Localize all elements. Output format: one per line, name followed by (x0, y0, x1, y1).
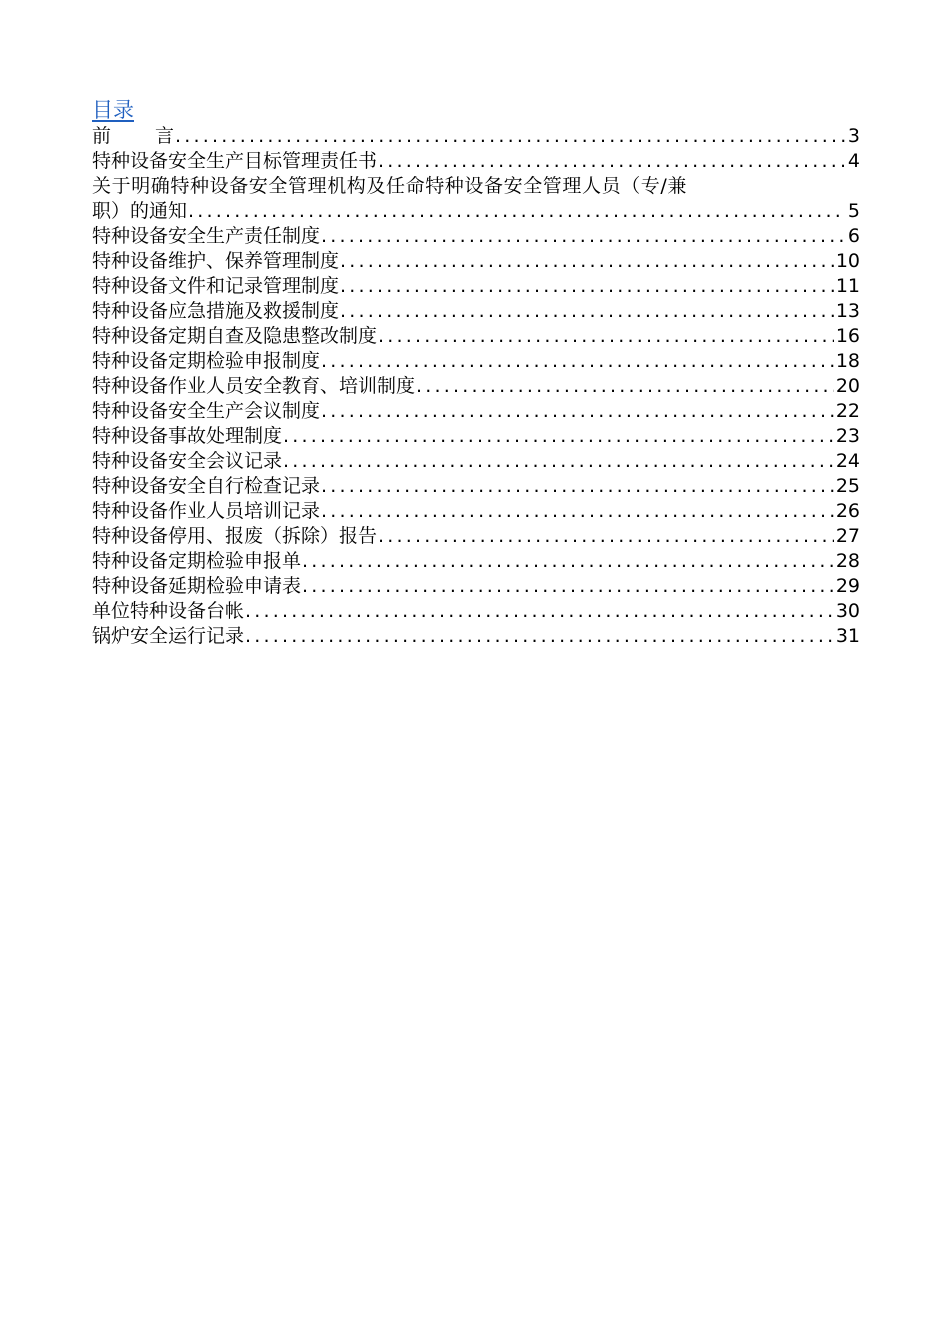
toc-leader-dots (302, 549, 834, 574)
toc-entry-label: 前 言 (92, 125, 175, 147)
toc-entry-label: 特种设备应急措施及救援制度 (92, 300, 340, 322)
toc-entry[interactable] (92, 624, 860, 649)
toc-leader-dots (321, 499, 834, 524)
toc-page-number: 22 (835, 400, 860, 422)
toc-page-number: 24 (835, 450, 860, 472)
toc-leader-dots (321, 399, 834, 424)
toc-entry-label: 特种设备作业人员安全教育、培训制度 (92, 375, 416, 397)
toc-page-number: 25 (835, 475, 860, 497)
toc-entry-label-line2: 职）的通知 (92, 200, 188, 222)
toc-list (92, 124, 860, 649)
toc-entry-label: 特种设备安全生产目标管理责任书 (92, 150, 378, 172)
toc-entry-label: 特种设备停用、报废（拆除）报告 (92, 525, 378, 547)
toc-entry-label: 特种设备安全自行检查记录 (92, 475, 321, 497)
toc-entry-label: 特种设备维护、保养管理制度 (92, 250, 340, 272)
toc-page-number: 3 (847, 125, 860, 147)
toc-leader-dots (283, 424, 834, 449)
toc-page-number: 28 (835, 550, 860, 572)
toc-entry-label: 特种设备文件和记录管理制度 (92, 275, 340, 297)
toc-entry-label: 特种设备安全生产会议制度 (92, 400, 321, 422)
toc-title-link[interactable]: 目录 (92, 98, 134, 122)
toc-page-number: 13 (835, 300, 860, 322)
toc-entry[interactable] (92, 274, 860, 299)
toc-leader-dots (245, 624, 834, 649)
toc-entry-label: 特种设备安全会议记录 (92, 450, 283, 472)
toc-entry[interactable] (92, 374, 860, 399)
toc-leader-dots (340, 299, 834, 324)
toc-entry[interactable] (92, 249, 860, 274)
toc-leader-dots (245, 599, 834, 624)
toc-page-number: 4 (847, 150, 860, 172)
toc-entry-label: 特种设备延期检验申请表 (92, 575, 302, 597)
toc-page-number: 27 (835, 525, 860, 547)
toc-page-number: 30 (835, 600, 860, 622)
toc-leader-dots (175, 124, 846, 149)
toc-entry[interactable] (92, 524, 860, 549)
toc-entry-label: 特种设备定期检验申报单 (92, 550, 302, 572)
table-of-contents (92, 96, 860, 649)
toc-entry[interactable] (92, 474, 860, 499)
toc-entry-label: 特种设备事故处理制度 (92, 425, 283, 447)
toc-entry[interactable] (92, 299, 860, 324)
toc-entry-preface[interactable] (92, 124, 860, 149)
toc-leader-dots (302, 574, 834, 599)
toc-page-number: 29 (835, 575, 860, 597)
toc-entry[interactable] (92, 174, 860, 224)
toc-leader-dots (340, 249, 834, 274)
toc-page-number: 23 (835, 425, 860, 447)
toc-page-number: 6 (847, 225, 860, 247)
toc-entry-label: 特种设备作业人员培训记录 (92, 500, 321, 522)
toc-entry-label: 特种设备安全生产责任制度 (92, 225, 321, 247)
toc-entry[interactable] (92, 599, 860, 624)
toc-page-number: 11 (835, 275, 860, 297)
toc-page-number: 31 (835, 625, 860, 647)
toc-entry[interactable] (92, 574, 860, 599)
toc-entry-label: 特种设备定期自查及隐患整改制度 (92, 325, 378, 347)
toc-page-number: 20 (835, 375, 860, 397)
toc-leader-dots (321, 474, 834, 499)
toc-entry[interactable] (92, 449, 860, 474)
toc-entry-label: 特种设备定期检验申报制度 (92, 350, 321, 372)
toc-entry[interactable] (92, 424, 860, 449)
toc-entry[interactable] (92, 149, 860, 174)
toc-page-number: 10 (835, 250, 860, 272)
toc-leader-dots (321, 224, 846, 249)
toc-page-number: 26 (835, 500, 860, 522)
toc-leader-dots (378, 324, 834, 349)
toc-entry-label: 锅炉安全运行记录 (92, 625, 245, 647)
toc-entry-label-line1: 关于明确特种设备安全管理机构及任命特种设备安全管理人员（专/兼 (92, 175, 688, 197)
toc-entry[interactable] (92, 349, 860, 374)
toc-leader-dots (378, 524, 834, 549)
toc-entry-label: 单位特种设备台帐 (92, 600, 245, 622)
toc-leader-dots (416, 374, 834, 399)
toc-leader-dots (283, 449, 834, 474)
toc-leader-dots (321, 349, 834, 374)
toc-leader-dots (188, 199, 846, 224)
toc-leader-dots (378, 149, 846, 174)
toc-entry[interactable] (92, 324, 860, 349)
toc-leader-dots (340, 274, 834, 299)
toc-entry[interactable] (92, 499, 860, 524)
toc-entry[interactable] (92, 549, 860, 574)
toc-page-number: 5 (847, 200, 860, 222)
toc-page-number: 18 (835, 350, 860, 372)
toc-entry[interactable] (92, 399, 860, 424)
toc-page-number: 16 (835, 325, 860, 347)
toc-entry[interactable] (92, 224, 860, 249)
